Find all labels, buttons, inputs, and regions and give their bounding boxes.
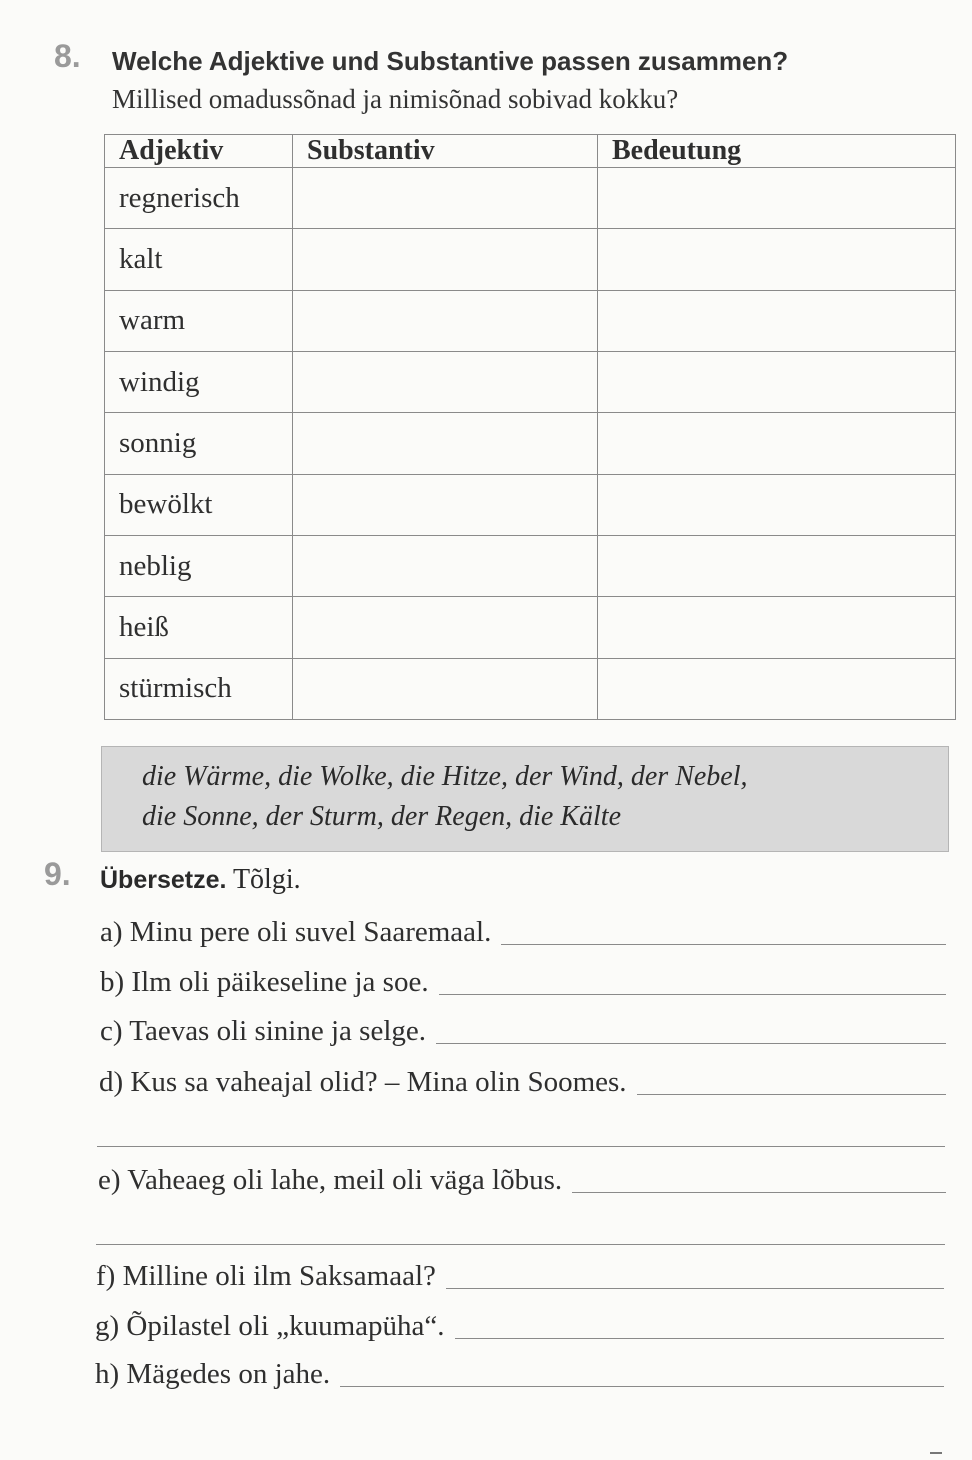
adjective-cell: sonnig — [105, 413, 293, 474]
substantiv-cell[interactable] — [293, 658, 598, 719]
adjective-cell: windig — [105, 351, 293, 412]
word-box — [101, 746, 949, 852]
adjective-cell: regnerisch — [105, 168, 293, 229]
column-header-adjektiv: Adjektiv — [105, 135, 293, 168]
bedeutung-cell[interactable] — [598, 351, 956, 412]
column-header-bedeutung: Bedeutung — [598, 135, 956, 168]
table-row — [105, 597, 956, 658]
sentence-text: b) Ilm oli päikeseline ja soe. — [100, 966, 429, 998]
exercise-title — [100, 864, 301, 896]
table-header-row — [105, 135, 956, 168]
table-row — [105, 413, 956, 474]
table-row — [105, 168, 956, 229]
substantiv-cell[interactable] — [293, 229, 598, 290]
sentence-text: f) Milline oli ilm Saksamaal? — [96, 1260, 436, 1292]
word-box-line: die Wärme, die Wolke, die Hitze, der Wind, der Nebel, — [142, 761, 748, 792]
bedeutung-cell[interactable] — [598, 229, 956, 290]
sentence-text: h) Mägedes on jahe. — [95, 1358, 331, 1390]
sentence-a — [100, 916, 946, 949]
table-row — [105, 474, 956, 535]
answer-line[interactable] — [436, 1042, 946, 1044]
exercise-number: 8. — [54, 38, 81, 74]
bedeutung-cell[interactable] — [598, 413, 956, 474]
adjective-cell: warm — [105, 290, 293, 351]
sentence-g — [95, 1310, 944, 1343]
page-corner-mark — [930, 1452, 942, 1454]
substantiv-cell[interactable] — [293, 351, 598, 412]
answer-line[interactable] — [340, 1385, 944, 1387]
sentence-text: c) Taevas oli sinine ja selge. — [100, 1015, 426, 1047]
substantiv-cell[interactable] — [293, 535, 598, 596]
substantiv-cell[interactable] — [293, 474, 598, 535]
adjective-cell: kalt — [105, 229, 293, 290]
sentence-text: g) Õpilastel oli „kuumapüha“. — [95, 1310, 445, 1342]
exercise-subtitle: Millised omadussõnad ja nimisõnad sobivad kokku? — [112, 84, 679, 114]
substantiv-cell[interactable] — [293, 168, 598, 229]
table-row — [105, 351, 956, 412]
bedeutung-cell[interactable] — [598, 658, 956, 719]
sentence-d — [99, 1066, 946, 1099]
sentence-text: e) Vaheaeg oli lahe, meil oli väga lõbus. — [98, 1164, 563, 1196]
sentence-text: d) Kus sa vaheajal olid? – Mina olin Soomes. — [99, 1066, 627, 1098]
answer-line[interactable] — [637, 1093, 946, 1095]
exercise-title-bold: Übersetze. — [100, 866, 227, 894]
exercise-number: 9. — [44, 856, 71, 892]
answer-line[interactable] — [439, 993, 946, 995]
bedeutung-cell[interactable] — [598, 290, 956, 351]
answer-line-extra[interactable] — [96, 1244, 945, 1245]
adjective-cell: neblig — [105, 535, 293, 596]
answer-line[interactable] — [455, 1337, 944, 1339]
exercise-title-rest: Tõlgi. — [232, 864, 301, 895]
sentence-e — [98, 1164, 946, 1197]
answer-line[interactable] — [501, 943, 946, 945]
adjective-cell: stürmisch — [105, 658, 293, 719]
bedeutung-cell[interactable] — [598, 535, 956, 596]
answer-line-extra[interactable] — [97, 1146, 945, 1147]
sentence-text: a) Minu pere oli suvel Saaremaal. — [100, 916, 492, 948]
table-row — [105, 290, 956, 351]
bedeutung-cell[interactable] — [598, 597, 956, 658]
table-row — [105, 658, 956, 719]
substantiv-cell[interactable] — [293, 413, 598, 474]
adjective-cell: heiß — [105, 597, 293, 658]
exercise-title: Welche Adjektive und Substantive passen zusammen? — [112, 46, 789, 76]
table-row — [105, 535, 956, 596]
sentence-f — [96, 1260, 944, 1293]
substantiv-cell[interactable] — [293, 597, 598, 658]
sentence-h — [95, 1358, 944, 1391]
answer-line[interactable] — [572, 1191, 946, 1193]
answer-line[interactable] — [446, 1287, 944, 1289]
substantiv-cell[interactable] — [293, 290, 598, 351]
table-row — [105, 229, 956, 290]
bedeutung-cell[interactable] — [598, 168, 956, 229]
sentence-c — [100, 1015, 946, 1048]
vocabulary-table — [104, 134, 956, 720]
bedeutung-cell[interactable] — [598, 474, 956, 535]
sentence-b — [100, 966, 946, 999]
word-box-line: die Sonne, der Sturm, der Regen, die Kälte — [142, 801, 622, 832]
column-header-substantiv: Substantiv — [293, 135, 598, 168]
adjective-cell: bewölkt — [105, 474, 293, 535]
